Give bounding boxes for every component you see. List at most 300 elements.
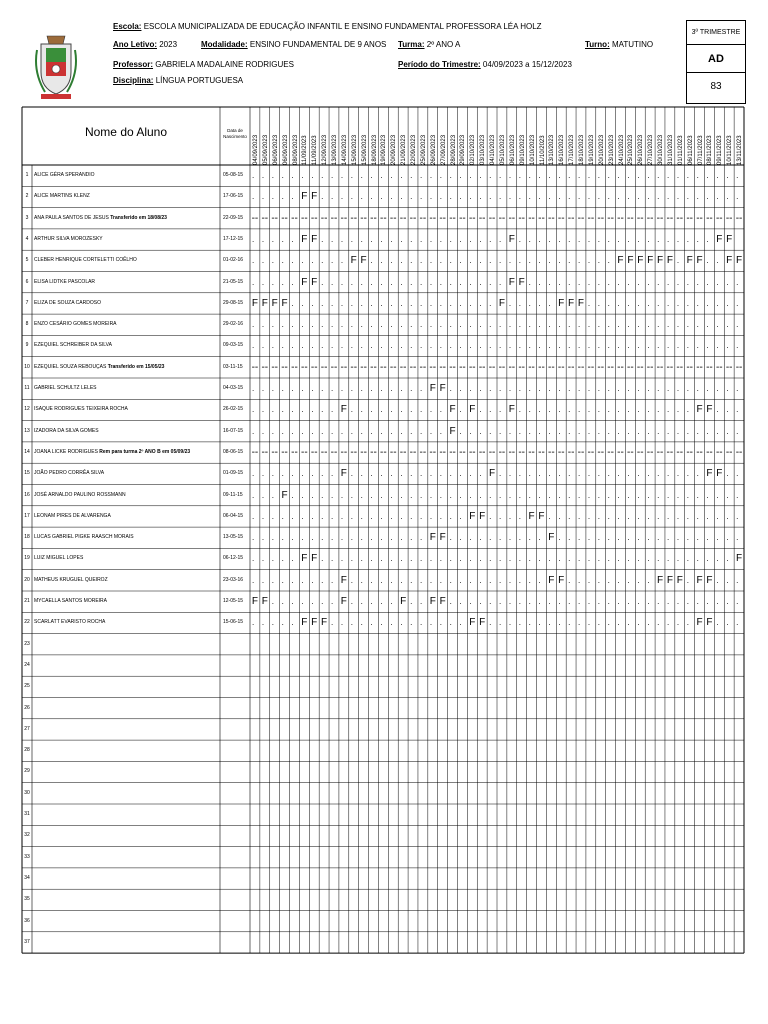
absence-mark: F — [301, 233, 308, 245]
student-name: EZEQUIEL SCHREIBER DA SILVA — [34, 342, 112, 349]
presence-dot: . — [578, 469, 581, 479]
presence-dot: . — [479, 469, 482, 479]
presence-dot: . — [568, 277, 571, 287]
presence-dot: . — [696, 511, 699, 521]
presence-dot: . — [617, 384, 620, 393]
presence-dot: . — [271, 320, 274, 330]
presence-dot: . — [331, 171, 334, 180]
presence-dot: . — [350, 234, 354, 244]
presence-dot: . — [587, 575, 591, 585]
presence-dot: . — [637, 490, 640, 500]
presence-dot: . — [578, 533, 581, 543]
presence-dot: . — [627, 469, 630, 479]
absence-mark: F — [617, 255, 624, 267]
presence-dot: . — [686, 298, 689, 308]
presence-dot: . — [647, 469, 650, 479]
presence-dot: . — [350, 575, 354, 585]
row-number: 32 — [24, 832, 30, 839]
presence-dot: . — [489, 511, 492, 521]
presence-dot: . — [301, 341, 304, 351]
presence-dot: . — [331, 554, 334, 564]
student-name: MYCAELLA SANTOS MOREIRA — [34, 598, 107, 604]
presence-dot: . — [499, 469, 502, 479]
presence-dot: . — [301, 405, 304, 415]
presence-dot: . — [479, 426, 482, 436]
date-label: 11/10/2023 — [539, 135, 546, 165]
presence-dot: . — [410, 490, 413, 500]
presence-dot: . — [271, 256, 274, 266]
presence-dot: . — [657, 469, 660, 479]
presence-dot: . — [390, 384, 393, 393]
presence-dot: . — [518, 469, 521, 479]
transfer-dash: -- — [330, 361, 338, 373]
absence-mark: F — [340, 468, 347, 480]
birth-column-header: Data de Nascimento — [223, 128, 247, 139]
presence-dot: . — [597, 511, 601, 521]
presence-dot: . — [657, 192, 660, 202]
date-column-header — [299, 110, 309, 165]
transfer-dash: -- — [429, 446, 437, 458]
presence-dot: . — [587, 469, 591, 479]
absence-mark: F — [261, 297, 268, 309]
absence-mark: F — [637, 255, 644, 267]
transfer-dash: -- — [261, 212, 269, 224]
presence-dot: . — [726, 320, 729, 330]
presence-dot: . — [686, 320, 689, 330]
presence-dot: . — [538, 320, 541, 330]
presence-dot: . — [597, 533, 601, 543]
row-number: 3 — [25, 214, 29, 221]
absence-mark: F — [469, 617, 476, 629]
date-label: 26/10/2023 — [638, 134, 645, 165]
presence-dot: . — [578, 277, 581, 287]
transfer-dash: -- — [320, 212, 328, 224]
presence-dot: . — [676, 384, 680, 393]
date-label: 30/10/2023 — [658, 134, 665, 165]
presence-dot: . — [271, 426, 274, 436]
presence-dot: . — [627, 554, 630, 564]
presence-dot: . — [568, 554, 571, 564]
presence-dot: . — [696, 554, 699, 564]
absence-mark: F — [449, 425, 456, 437]
presence-dot: . — [568, 384, 571, 393]
presence-dot: . — [696, 192, 699, 202]
presence-dot: . — [469, 171, 472, 180]
transfer-dash: -- — [627, 446, 634, 458]
student-name: JOANA LICKE RODRIGUES Rem para turma 2º ANO B em 05/09/23 — [34, 448, 191, 455]
date-label: 04/09/2023 — [253, 134, 259, 165]
presence-dot: . — [459, 234, 462, 244]
birth-date: 09-11-15 — [223, 491, 243, 498]
presence-dot: . — [281, 575, 284, 585]
presence-dot: . — [469, 575, 472, 585]
presence-dot: . — [370, 234, 373, 244]
presence-dot: . — [380, 171, 383, 180]
presence-dot: . — [360, 533, 363, 543]
presence-dot: . — [360, 277, 363, 287]
absence-mark: F — [488, 468, 496, 480]
presence-dot: . — [686, 469, 689, 479]
presence-dot: . — [568, 575, 571, 585]
presence-dot: . — [657, 426, 660, 436]
transfer-dash: -- — [360, 361, 367, 373]
date-label: 29/09/2023 — [460, 134, 467, 165]
presence-dot: . — [281, 192, 284, 202]
presence-dot: . — [558, 405, 561, 415]
presence-dot: . — [587, 405, 591, 415]
presence-dot: . — [489, 171, 492, 180]
date-column-header — [714, 110, 724, 165]
presence-dot: . — [706, 597, 709, 606]
presence-dot: . — [657, 277, 660, 287]
presence-dot: . — [587, 234, 591, 244]
presence-dot: . — [321, 554, 324, 564]
presence-dot: . — [578, 341, 581, 351]
presence-dot: . — [459, 192, 462, 202]
date-label: 03/10/2023 — [480, 134, 487, 165]
date-label: 10/11/2023 — [727, 135, 734, 165]
presence-dot: . — [696, 298, 699, 308]
presence-dot: . — [321, 426, 324, 436]
presence-dot: . — [627, 384, 630, 393]
row-number: 37 — [24, 938, 30, 945]
absence-mark: F — [538, 510, 545, 522]
transfer-dash: -- — [627, 361, 634, 373]
date-column-header — [457, 110, 467, 165]
transfer-dash: -- — [449, 361, 456, 373]
presence-dot: . — [666, 490, 670, 500]
presence-dot: . — [311, 384, 314, 393]
presence-dot: . — [548, 511, 551, 521]
presence-dot: . — [706, 234, 709, 244]
presence-dot: . — [686, 490, 689, 500]
presence-dot: . — [587, 554, 591, 564]
presence-dot: . — [726, 192, 729, 202]
transfer-dash: -- — [587, 446, 595, 458]
presence-dot: . — [538, 341, 541, 351]
presence-dot: . — [469, 192, 472, 202]
transfer-dash: -- — [320, 446, 328, 458]
absence-mark: F — [469, 510, 476, 522]
date-label: 20/10/2023 — [598, 134, 605, 165]
presence-dot: . — [627, 192, 630, 202]
row-number: 12 — [24, 406, 30, 413]
presence-dot: . — [261, 490, 265, 500]
presence-dot: . — [637, 533, 640, 543]
presence-dot: . — [558, 533, 561, 543]
presence-dot: . — [390, 341, 393, 351]
transfer-dash: -- — [725, 361, 733, 373]
presence-dot: . — [587, 618, 591, 628]
presence-dot: . — [568, 597, 571, 606]
presence-dot: . — [311, 341, 314, 351]
transfer-dash: -- — [587, 361, 595, 373]
birth-date: 23-03-16 — [223, 576, 244, 583]
presence-dot: . — [716, 597, 719, 606]
presence-dot: . — [449, 554, 452, 564]
transfer-dash: -- — [271, 446, 279, 458]
transfer-dash: -- — [528, 212, 535, 224]
presence-dot: . — [666, 511, 670, 521]
transfer-dash: -- — [389, 446, 397, 458]
presence-dot: . — [439, 320, 442, 330]
date-column-header — [586, 110, 596, 165]
presence-dot: . — [291, 320, 294, 330]
absence-mark: F — [656, 255, 664, 267]
presence-dot: . — [676, 511, 680, 521]
birth-date: 15-06-15 — [223, 619, 244, 626]
absence-mark: F — [439, 383, 446, 394]
presence-dot: . — [676, 597, 680, 606]
presence-dot: . — [261, 426, 265, 436]
presence-dot: . — [449, 618, 452, 628]
absence-mark: F — [281, 489, 288, 501]
presence-dot: . — [360, 234, 363, 244]
presence-dot: . — [360, 384, 363, 393]
presence-dot: . — [370, 171, 373, 180]
date-label: 18/09/2023 — [371, 134, 378, 165]
disciplina: Disciplina: LÍNGUA PORTUGUESA — [113, 76, 244, 85]
presence-dot: . — [726, 384, 729, 393]
student-name: LUCAS GABRIEL PIGKE RAASCH MORAIS — [34, 534, 134, 541]
presence-dot: . — [716, 533, 719, 543]
presence-dot: . — [538, 575, 541, 585]
presence-dot: . — [499, 384, 502, 393]
absence-mark: F — [340, 574, 347, 586]
presence-dot: . — [281, 171, 284, 180]
transfer-dash: -- — [676, 212, 684, 224]
presence-dot: . — [360, 320, 363, 330]
transfer-dash: -- — [370, 361, 377, 373]
row-number: 4 — [25, 235, 29, 242]
presence-dot: . — [568, 341, 571, 351]
presence-dot: . — [429, 192, 433, 202]
presence-dot: . — [459, 575, 462, 585]
presence-dot: . — [301, 426, 304, 436]
presence-dot: . — [459, 511, 462, 521]
transfer-dash: -- — [498, 446, 506, 458]
presence-dot: . — [459, 256, 462, 266]
birth-date: 12-05-15 — [223, 598, 244, 604]
presence-dot: . — [528, 341, 531, 351]
transfer-dash: -- — [449, 446, 456, 458]
presence-dot: . — [429, 469, 433, 479]
presence-dot: . — [647, 405, 650, 415]
presence-dot: . — [508, 384, 512, 393]
date-label: 12/09/2023 — [322, 134, 329, 165]
presence-dot: . — [419, 298, 423, 308]
presence-dot: . — [281, 256, 284, 266]
absence-mark: F — [311, 276, 318, 288]
transfer-dash: -- — [459, 446, 466, 458]
presence-dot: . — [587, 277, 591, 287]
presence-dot: . — [489, 405, 492, 415]
presence-dot: . — [350, 490, 354, 500]
presence-dot: . — [350, 597, 354, 606]
presence-dot: . — [676, 256, 680, 266]
presence-dot: . — [716, 405, 719, 415]
date-label: 22/09/2023 — [411, 134, 418, 165]
presence-dot: . — [587, 511, 591, 521]
presence-dot: . — [578, 597, 581, 606]
presence-dot: . — [252, 171, 255, 180]
presence-dot: . — [449, 511, 452, 521]
absence-mark: F — [716, 233, 723, 245]
presence-dot: . — [449, 469, 452, 479]
presence-dot: . — [400, 618, 403, 628]
presence-dot: . — [676, 277, 680, 287]
presence-dot: . — [647, 384, 650, 393]
presence-dot: . — [291, 575, 294, 585]
date-column-header — [260, 110, 270, 165]
date-label: 25/09/2023 — [420, 134, 427, 165]
presence-dot: . — [489, 277, 492, 287]
presence-dot: . — [252, 256, 255, 266]
presence-dot: . — [380, 256, 383, 266]
presence-dot: . — [331, 341, 334, 351]
presence-dot: . — [617, 554, 620, 564]
absence-mark: F — [676, 574, 683, 586]
presence-dot: . — [370, 384, 373, 393]
presence-dot: . — [479, 575, 482, 585]
student-name: EZEQUIEL SOUZA REBOUÇAS Transferido em 15/05/23 — [34, 363, 165, 370]
presence-dot: . — [370, 192, 373, 202]
presence-dot: . — [252, 234, 255, 244]
student-name: ELISA LIDTKE PASCOLAR — [34, 278, 96, 285]
presence-dot: . — [380, 511, 383, 521]
transfer-dash: -- — [587, 212, 595, 224]
presence-dot: . — [706, 320, 709, 330]
presence-dot: . — [716, 298, 719, 308]
presence-dot: . — [548, 405, 551, 415]
presence-dot: . — [419, 256, 423, 266]
presence-dot: . — [518, 341, 521, 351]
presence-dot: . — [321, 384, 324, 393]
turma: Turma: 2º ANO A — [398, 40, 461, 49]
date-column-header — [418, 110, 428, 165]
presence-dot: . — [607, 384, 610, 393]
presence-dot: . — [736, 298, 739, 308]
date-label: 27/10/2023 — [648, 134, 655, 165]
presence-dot: . — [558, 426, 561, 436]
presence-dot: . — [390, 320, 393, 330]
presence-dot: . — [370, 554, 373, 564]
presence-dot: . — [360, 298, 363, 308]
presence-dot: . — [380, 384, 383, 393]
presence-dot: . — [597, 256, 601, 266]
transfer-dash: -- — [636, 361, 644, 373]
presence-dot: . — [647, 618, 650, 628]
presence-dot: . — [686, 597, 689, 606]
presence-dot: . — [637, 320, 640, 330]
date-column-header — [556, 110, 566, 165]
presence-dot: . — [252, 469, 255, 479]
birth-date: 05-08-15 — [223, 172, 244, 178]
presence-dot: . — [637, 511, 640, 521]
presence-dot: . — [548, 192, 551, 202]
date-column-header — [734, 110, 744, 165]
presence-dot: . — [558, 511, 561, 521]
absence-mark: F — [656, 574, 664, 586]
presence-dot: . — [518, 298, 521, 308]
presence-dot: . — [558, 618, 561, 628]
transfer-dash: -- — [300, 212, 308, 224]
presence-dot: . — [350, 511, 354, 521]
periodo-trimestre: Período do Trimestre: 04/09/2023 a 15/12/2023 — [398, 60, 572, 69]
presence-dot: . — [252, 511, 255, 521]
presence-dot: . — [261, 511, 265, 521]
presence-dot: . — [459, 298, 462, 308]
presence-dot: . — [321, 192, 324, 202]
presence-dot: . — [578, 320, 581, 330]
transfer-dash: -- — [380, 446, 387, 458]
presence-dot: . — [716, 256, 719, 266]
transfer-dash: -- — [439, 212, 446, 224]
presence-dot: . — [597, 341, 601, 351]
presence-dot: . — [716, 320, 719, 330]
presence-dot: . — [716, 618, 719, 628]
presence-dot: . — [666, 597, 670, 606]
presence-dot: . — [726, 426, 729, 436]
presence-dot: . — [360, 511, 363, 521]
presence-dot: . — [578, 384, 581, 393]
absence-mark: F — [735, 255, 743, 267]
row-number: 19 — [24, 555, 30, 562]
presence-dot: . — [321, 298, 324, 308]
presence-dot: . — [340, 277, 344, 287]
presence-dot: . — [291, 597, 294, 606]
date-column-header — [448, 110, 458, 165]
presence-dot: . — [311, 575, 314, 585]
transfer-dash: -- — [666, 446, 674, 458]
presence-dot: . — [508, 256, 512, 266]
date-label: 20/09/2023 — [391, 134, 398, 165]
presence-dot: . — [291, 426, 294, 436]
presence-dot: . — [439, 341, 442, 351]
transfer-dash: -- — [350, 212, 358, 224]
presence-dot: . — [617, 234, 620, 244]
presence-dot: . — [696, 171, 699, 180]
absence-mark: F — [548, 532, 555, 544]
absence-mark: F — [321, 617, 328, 629]
presence-dot: . — [508, 426, 512, 436]
transfer-dash: -- — [686, 361, 693, 373]
presence-dot: . — [736, 618, 739, 628]
presence-dot: . — [518, 171, 521, 180]
presence-dot: . — [508, 597, 512, 606]
date-column-header — [250, 110, 260, 165]
date-label: 06/10/2023 — [509, 134, 516, 165]
date-label: 09/11/2023 — [717, 135, 724, 165]
presence-dot: . — [627, 618, 630, 628]
presence-dot: . — [499, 575, 502, 585]
presence-dot: . — [321, 533, 324, 543]
transfer-dash: -- — [577, 446, 585, 458]
presence-dot: . — [548, 277, 551, 287]
presence-dot: . — [469, 341, 472, 351]
presence-dot: . — [548, 341, 551, 351]
presence-dot: . — [291, 469, 294, 479]
birth-date: 13-05-15 — [223, 534, 244, 541]
presence-dot: . — [331, 234, 334, 244]
birth-date: 01-09-15 — [223, 470, 244, 477]
presence-dot: . — [528, 597, 531, 606]
presence-dot: . — [686, 341, 689, 351]
transfer-dash: -- — [508, 212, 516, 224]
presence-dot: . — [548, 256, 551, 266]
presence-dot: . — [340, 192, 344, 202]
transfer-dash: -- — [538, 212, 545, 224]
